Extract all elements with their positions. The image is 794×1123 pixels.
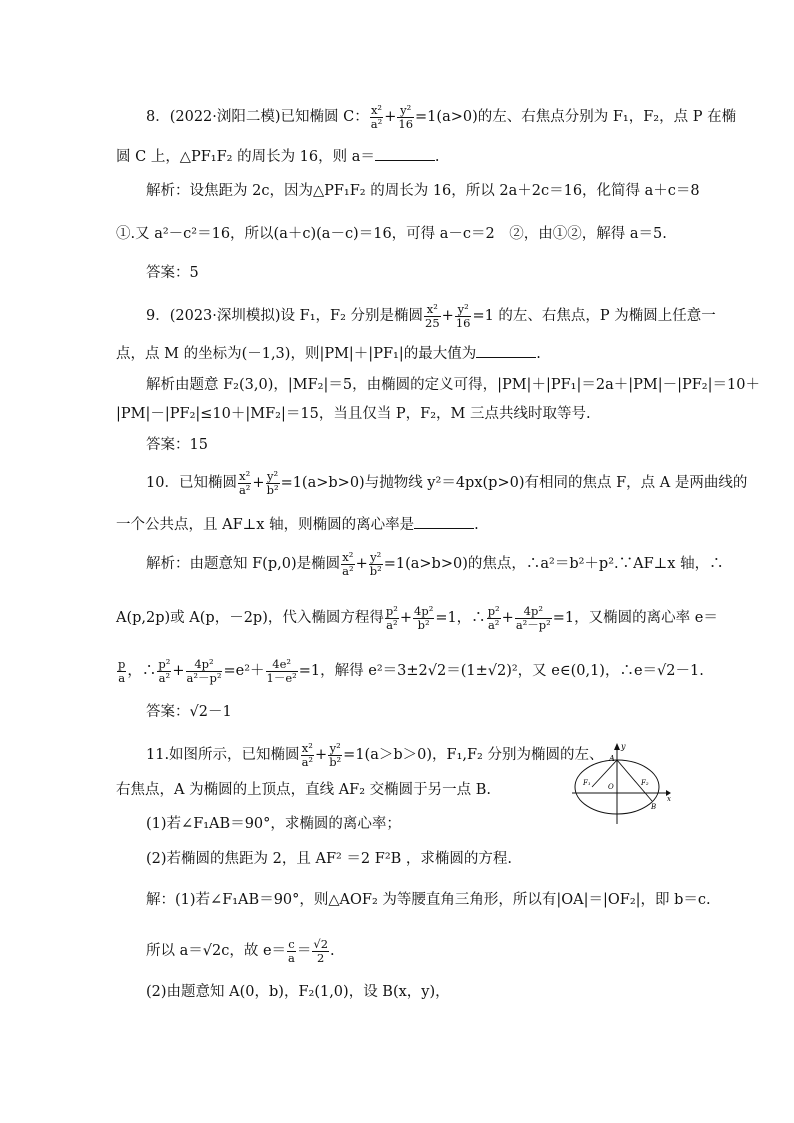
- fraction: $\frac{\text{y²}}{16}$: [398, 103, 414, 131]
- fraction: $\frac{\text{p²}}{\text{a²}}$: [385, 604, 398, 632]
- q11-solution-2: 所以 a＝√2c，故 e＝ $\frac{c}{a}$ ＝ $\frac{√2}{2}$ .: [146, 937, 335, 965]
- fraction: $\frac{\text{x²}}{25}$: [425, 302, 440, 330]
- q8-solution-1: 解析：设焦距为 2c，因为△PF₁F₂ 的周长为 16，所以 2a＋2c＝16，化简得 a＋c＝8: [146, 183, 700, 199]
- q10-line2: 一个公共点，且 AF⊥x 轴，则椭圆的离心率是 .: [116, 517, 479, 533]
- fraction: $\frac{\text{y²}}{\text{b²}}$: [329, 741, 342, 769]
- q9-solution-1: 解析由题意 F₂(3,0)，|MF₂|＝5，由椭圆的定义可得，|PM|＋|PF₁|＝2a＋|PM|－|PF₂|＝10＋: [146, 377, 760, 393]
- label-y: y: [621, 742, 626, 751]
- q10-answer: 答案：√2－1: [146, 704, 232, 720]
- fraction: $\frac{\text{4e²}}{\text{1－e²}}$: [266, 657, 297, 685]
- label-x: x: [667, 795, 671, 803]
- q9-line1: 9．(2023·深圳模拟)设 F₁，F₂ 分别是椭圆 $\frac{\text{x²}}{25}$ + $\frac{\text{y²}}{16}$ =1 的左、右焦点，P 为椭圆上任意一: [146, 302, 716, 330]
- ellipse-figure: [570, 738, 680, 828]
- label-o: O: [608, 783, 614, 791]
- q8-line1: 8．(2022·浏阳二模)已知椭圆 C： $\frac{\text{x²}}{\text{a²}}$ + $\frac{\text{y²}}{16}$ =1(a>0)的左、右焦点分别为 F₁，F₂，点 P 在椭: [146, 103, 737, 131]
- label-f1: F₁: [583, 779, 591, 787]
- fraction: $\frac{\text{4p²}}{\text{a²－p²}}$: [515, 604, 551, 632]
- fraction: $\frac{c}{a}$: [288, 937, 295, 965]
- label-a: A: [609, 754, 615, 763]
- fraction: $\frac{\text{y²}}{16}$: [455, 302, 471, 330]
- fraction: $\frac{\text{x²}}{\text{a²}}$: [342, 550, 354, 578]
- answer-blank: [414, 516, 474, 529]
- fraction: $\frac{\text{y²}}{\text{b²}}$: [369, 550, 382, 578]
- q10-line1: 10．已知椭圆 $\frac{\text{x²}}{\text{a²}}$ + $\frac{\text{y²}}{\text{b²}}$ =1(a>b>0)与抛物线 y²＝4px(p>0)有相同的焦点 F，点 A 是两曲线的: [146, 469, 748, 497]
- q9-answer: 答案：15: [146, 437, 208, 453]
- q9-solution-2: |PM|－|PF₂|≤10＋|MF₂|＝15，当且仅当 P，F₂，M 三点共线时取等号.: [116, 406, 591, 422]
- y-axis-arrow: [614, 743, 620, 750]
- fraction: $\frac{\text{x²}}{\text{a²}}$: [238, 469, 251, 497]
- fraction: $\frac{\text{y²}}{\text{b²}}$: [266, 469, 279, 497]
- q11-part1: (1)若∠F₁AB＝90°，求椭圆的离心率；: [146, 816, 401, 832]
- answer-blank: [476, 345, 536, 358]
- q10-solution-3: $\frac{p}{a}$ ，∴ $\frac{\text{p²}}{\text{a²}}$ + $\frac{\text{4p²}}{\text{a²－p²}}$ =e²＋ $\frac{\text{4e²}}{\text{1－e²}}$ =1，解得 e²＝3±2√2＝(1±√2)²，又 e∈(0,1)，∴e＝√2－1.: [118, 657, 704, 685]
- label-f2: F₂: [641, 779, 649, 787]
- fraction: $\frac{\text{p²}}{\text{a²}}$: [158, 657, 171, 685]
- q11-solution-3: (2)由题意知 A(0，b)，F₂(1,0)，设 B(x，y)，: [146, 984, 450, 1000]
- fraction: $\frac{\text{4p²}}{\text{a²－p²}}$: [186, 657, 222, 685]
- q8-solution-2: ①.又 a²－c²＝16，所以(a＋c)(a－c)＝16，可得 a－c＝2 ②，由①②，解得 a＝5.: [116, 226, 667, 242]
- fraction: $\frac{\text{x²}}{\text{a²}}$: [301, 741, 314, 769]
- q10-solution-2: A(p,2p)或 A(p，－2p)，代入椭圆方程得 $\frac{\text{p²}}{\text{a²}}$ + $\frac{\text{4p²}}{\text{b²}}$ =1，∴ $\frac{\text{p²}}{\text{a²}}$ + $\frac{\text{4p²}}{\text{a²－p²}}$ =1，又椭圆的离心率 e＝: [116, 604, 718, 632]
- q10-solution-1: 解析：由题意知 F(p,0)是椭圆 $\frac{\text{x²}}{\text{a²}}$ + $\frac{\text{y²}}{\text{b²}}$ =1(a>b>0)的焦点，∴a²＝b²＋p².∵AF⊥x 轴，∴: [146, 550, 724, 578]
- fraction: $\frac{√2}{2}$: [313, 937, 329, 965]
- q11-line2: 右焦点，A 为椭圆的上顶点，直线 AF₂ 交椭圆于另一点 B.: [116, 782, 492, 798]
- fraction: $\frac{\text{4p²}}{\text{b²}}$: [414, 604, 434, 632]
- label-b: B: [651, 803, 657, 811]
- q9-line2: 点，点 M 的坐标为(－1,3)，则|PM|＋|PF₁|的最大值为 .: [116, 346, 541, 362]
- q8-line2: 圆 C 上，△PF₁F₂ 的周长为 16，则 a＝ .: [116, 149, 440, 165]
- q11-line1: 11.如图所示，已知椭圆 $\frac{\text{x²}}{\text{a²}}$ + $\frac{\text{y²}}{\text{b²}}$ =1(a＞b＞0)，F₁,F₂ 分别为椭圆的左、: [146, 741, 604, 769]
- q8-answer: 答案：5: [146, 265, 199, 281]
- fraction: $\frac{\text{x²}}{\text{a²}}$: [370, 103, 383, 131]
- q11-part2: (2)若椭圆的焦距为 2，且 AF² ＝2 F²B ，求椭圆的方程.: [146, 851, 513, 867]
- q11-solution-1: 解：(1)若∠F₁AB＝90°，则△AOF₂ 为等腰直角三角形，所以有|OA|＝|OF₂|，即 b＝c.: [146, 892, 711, 908]
- answer-blank: [375, 148, 435, 161]
- fraction: $\frac{\text{p²}}{\text{a²}}$: [487, 604, 500, 632]
- fraction: $\frac{p}{a}$: [118, 657, 126, 685]
